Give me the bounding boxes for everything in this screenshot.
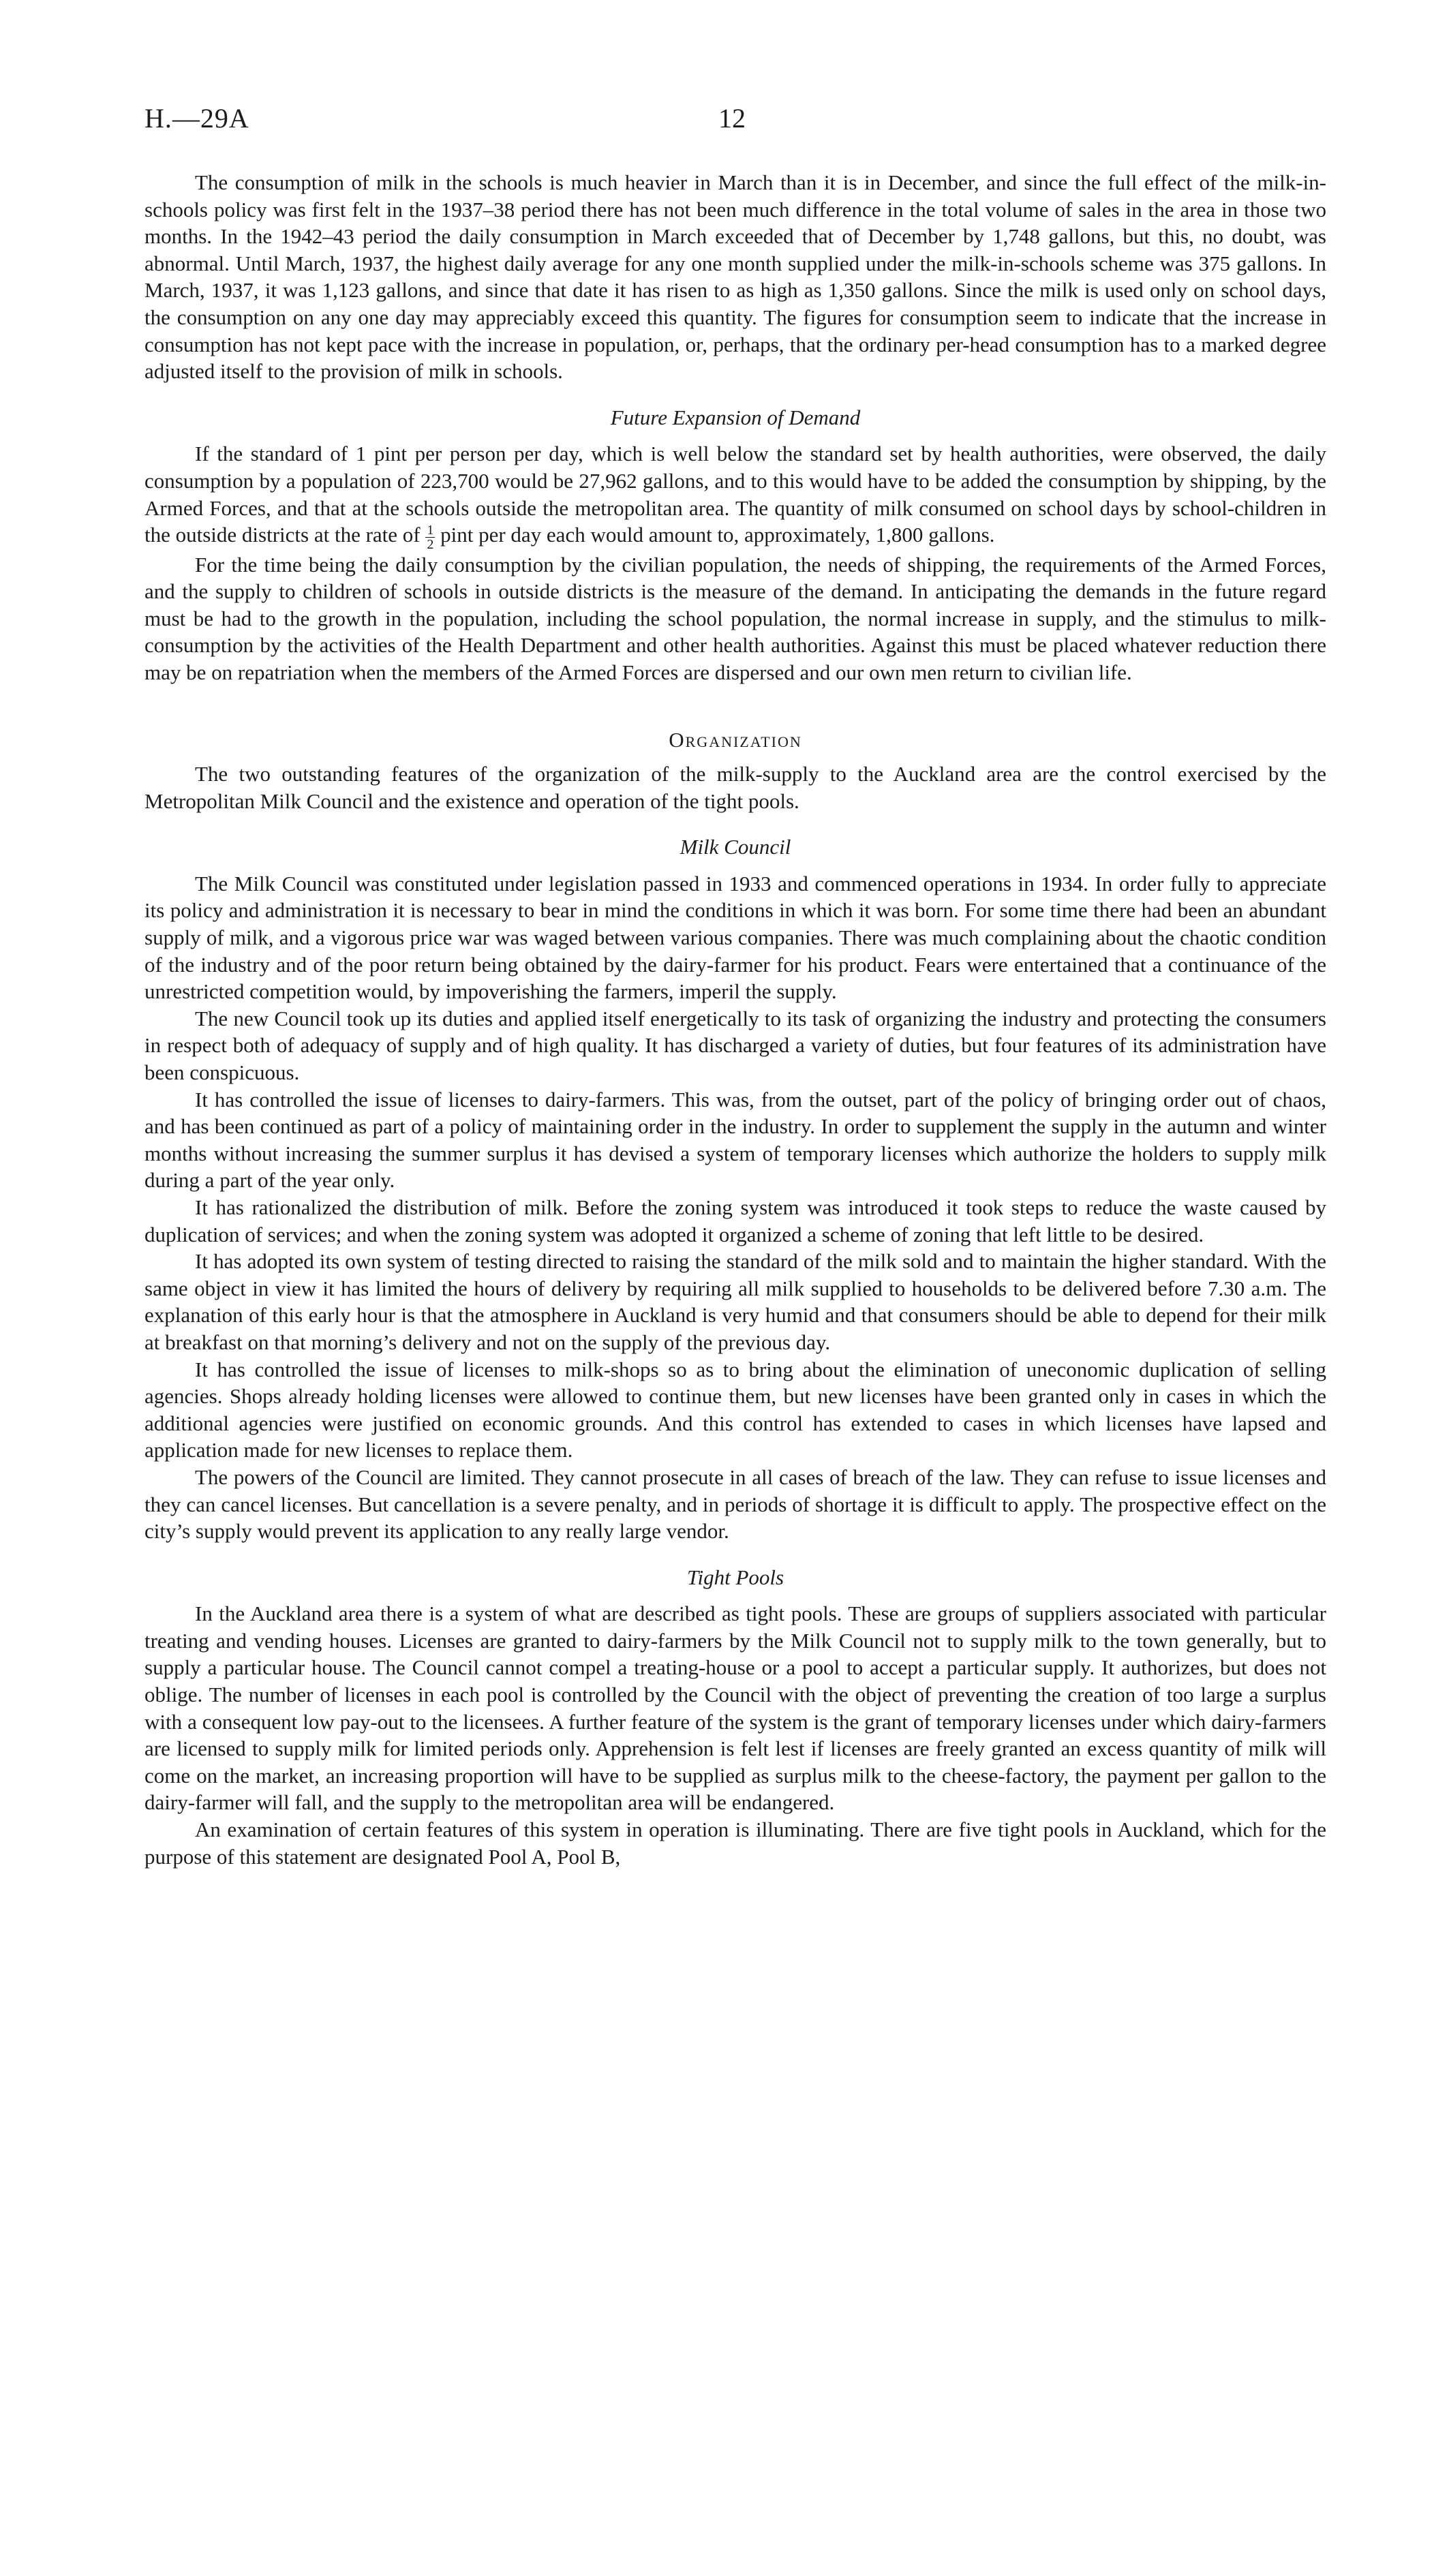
paragraph-school-consumption: The consumption of milk in the schools is much heavier in March than it is in December, and since the full effect of the milk-in-schools policy was first felt in the 1937–38 period there has not been much difference in the total volume of sales in the area in those two months. In the 1942–43 period the daily consumption in March exceeded that of December by 1,748 gallons, but this, no doubt, was abnormal. Until March, 1937, the highest daily average for any one month supplied under the milk-in-schools scheme was 375 gallons. In March, 1937, it was 1,123 gallons, and since that date it has risen to as high as 1,350 gallons. Since the milk is used only on school days, the consumption on any one day may appreciably exceed this quantity. The figures for consumption seem to indicate that the increase in consumption has not kept pace with the increase in population, or, perhaps, that the ordinary per-head consumption has to a marked degree adjusted itself to the provision of milk in schools. [144, 170, 1326, 384]
heading-future-expansion: Future Expansion of Demand [610, 405, 861, 429]
paragraph-pint-standard-text: If the standard of 1 pint per person per day, which is well below the standard set by health authorities, were observed, the daily consumption by a population of 223,700 would be 27,962 gallons, and to this would have to be added the consumption by shipping, by the Armed Forces, and that at the schools outside the metropolitan area. The quantity of milk consumed on school days by school-children in the outside districts at the rate of [144, 442, 1326, 547]
paragraph-council-powers: The powers of the Council are limited. They cannot prosecute in all cases of breach of the law. They can refuse to issue licenses and they can cancel licenses. But cancellation is a severe penalty, and in periods of shortage it is difficult to apply. The prospective effect on the city’s supply would prevent its application to any really large vendor. [144, 1465, 1326, 1544]
paragraph-testing-system: It has adopted its own system of testing directed to raising the standard of the milk sold and to maintain the higher standard. With the same object in view it has limited the hours of delivery by requiring all milk supplied to households to be delivered before 7.30 a.m. The explanation of this early hour is that the atmosphere in Auckland is very humid and that consumers should be able to depend for their milk at breakfast on that morning’s delivery and not on the supply of the previous day. [144, 1249, 1326, 1354]
paragraph-council-constituted: The Milk Council was constituted under legislation passed in 1933 and commenced operations in 1934. In order fully to appreciate its policy and administration it is necessary to bear in mind the conditions in which it was born. For some time there had been an abundant supply of milk, and a vigorous price war was waged between various companies. There was much complaining about the chaotic condition of the industry and of the poor return being obtained by the dairy-farmer for his product. Fears were entertained that a continuance of the unrestricted competition would, by impoverishing the farmers, imperil the supply. [144, 871, 1326, 1004]
heading-milk-council: Milk Council [680, 835, 791, 859]
paragraph-measure-of-demand: For the time being the daily consumption by the civilian population, the needs of shipping, the requirements of the Armed Forces, and the supply to children of schools in outside districts is the measure of the demand. In anticipating the demands in the future regard must be had to the growth in the population, including the school population, the normal increase in supply, and the stimulus to milk-consumption by the activities of the Health Department and other health authorities. Against this must be placed whatever reduction there may be on repatriation when the members of the Armed Forces are dispersed and our own men return to civilian life. [144, 552, 1326, 684]
paragraph-rationalized-distribution: It has rationalized the distribution of milk. Before the zoning system was introduced it took steps to reduce the waste caused by duplication of services; and when the zoning system was adopted it organized a scheme of zoning that left little to be desired. [144, 1195, 1326, 1246]
paragraph-tight-pools-examination: An examination of certain features of this system in operation is illuminating. There are five tight pools in Auckland, which for the purpose of this statement are designated Pool A, Pool B, [144, 1818, 1326, 1869]
paragraph-milk-shop-licenses: It has controlled the issue of licenses to milk-shops so as to bring about the elimination of uneconomic duplication of selling agencies. Shops already holding licenses were allowed to continue them, but new licenses have been granted only in cases in which the additional agencies were justified on economic grounds. And this control has extended to cases in which licenses have lapsed and application made for new licenses to replace them. [144, 1357, 1326, 1462]
page-header [144, 102, 1326, 143]
page-number: 12 [718, 103, 746, 134]
document-reference: H.—29A [144, 103, 249, 134]
paragraph-council-duties: The new Council took up its duties and applied itself energetically to its task of organizing the industry and protecting the consumers in respect both of adequacy of supply and of high quality. It has discharged a variety of duties, but four features of its administration have been conspicuous. [144, 1006, 1326, 1085]
paragraph-tight-pools-system: In the Auckland area there is a system of what are described as tight pools. These are groups of suppliers associated with particular treating and vending houses. Licenses are granted to dairy-farmers by the Milk Council not to supply milk to the town generally, but to supply a particular house. The Council cannot compel a treating-house or a pool to accept a particular supply. It authorizes, but does not oblige. The number of licenses in each pool is controlled by the Council with the object of preventing the creation of too large a surplus with a consequent low pay-out to the licensees. A further feature of the system is the grant of temporary licenses under which dairy-farmers are licensed to supply milk for limited periods only. Apprehension is felt lest if licenses are freely granted an excess quantity of milk will come on the market, an increasing proportion will have to be supplied as surplus milk to the cheese-factory, the payment per gallon to the dairy-farmer will fall, and the supply to the metropolitan area will be endangered. [144, 1601, 1326, 1815]
paragraph-organization-features: The two outstanding features of the organization of the milk-supply to the Auckland area are the control exercised by the Metropolitan Milk Council and the existence and operation of the tight pools. [144, 762, 1326, 813]
body-text [144, 169, 1326, 1870]
paragraph-pint-standard-continued: pint per day each would amount to, approximately, 1,800 gallons. [440, 523, 995, 547]
heading-tight-pools: Tight Pools [686, 1565, 784, 1589]
paragraph-pint-standard [144, 440, 1326, 551]
fraction-half [425, 523, 435, 551]
paragraph-licenses-dairy-farmers: It has controlled the issue of licenses to dairy-farmers. This was, from the outset, part of the policy of bringing order out of chaos, and has been continued as part of a policy of maintaining order in the industry. In order to supplement the supply in the autumn and winter months without increasing the summer surplus it has devised a system of temporary licenses which authorize the holders to supply milk during a part of the year only. [144, 1087, 1326, 1193]
fraction-denominator: 2 [427, 536, 434, 552]
fraction-numerator: 1 [427, 522, 434, 538]
section-heading-organization: Organization [669, 728, 802, 752]
